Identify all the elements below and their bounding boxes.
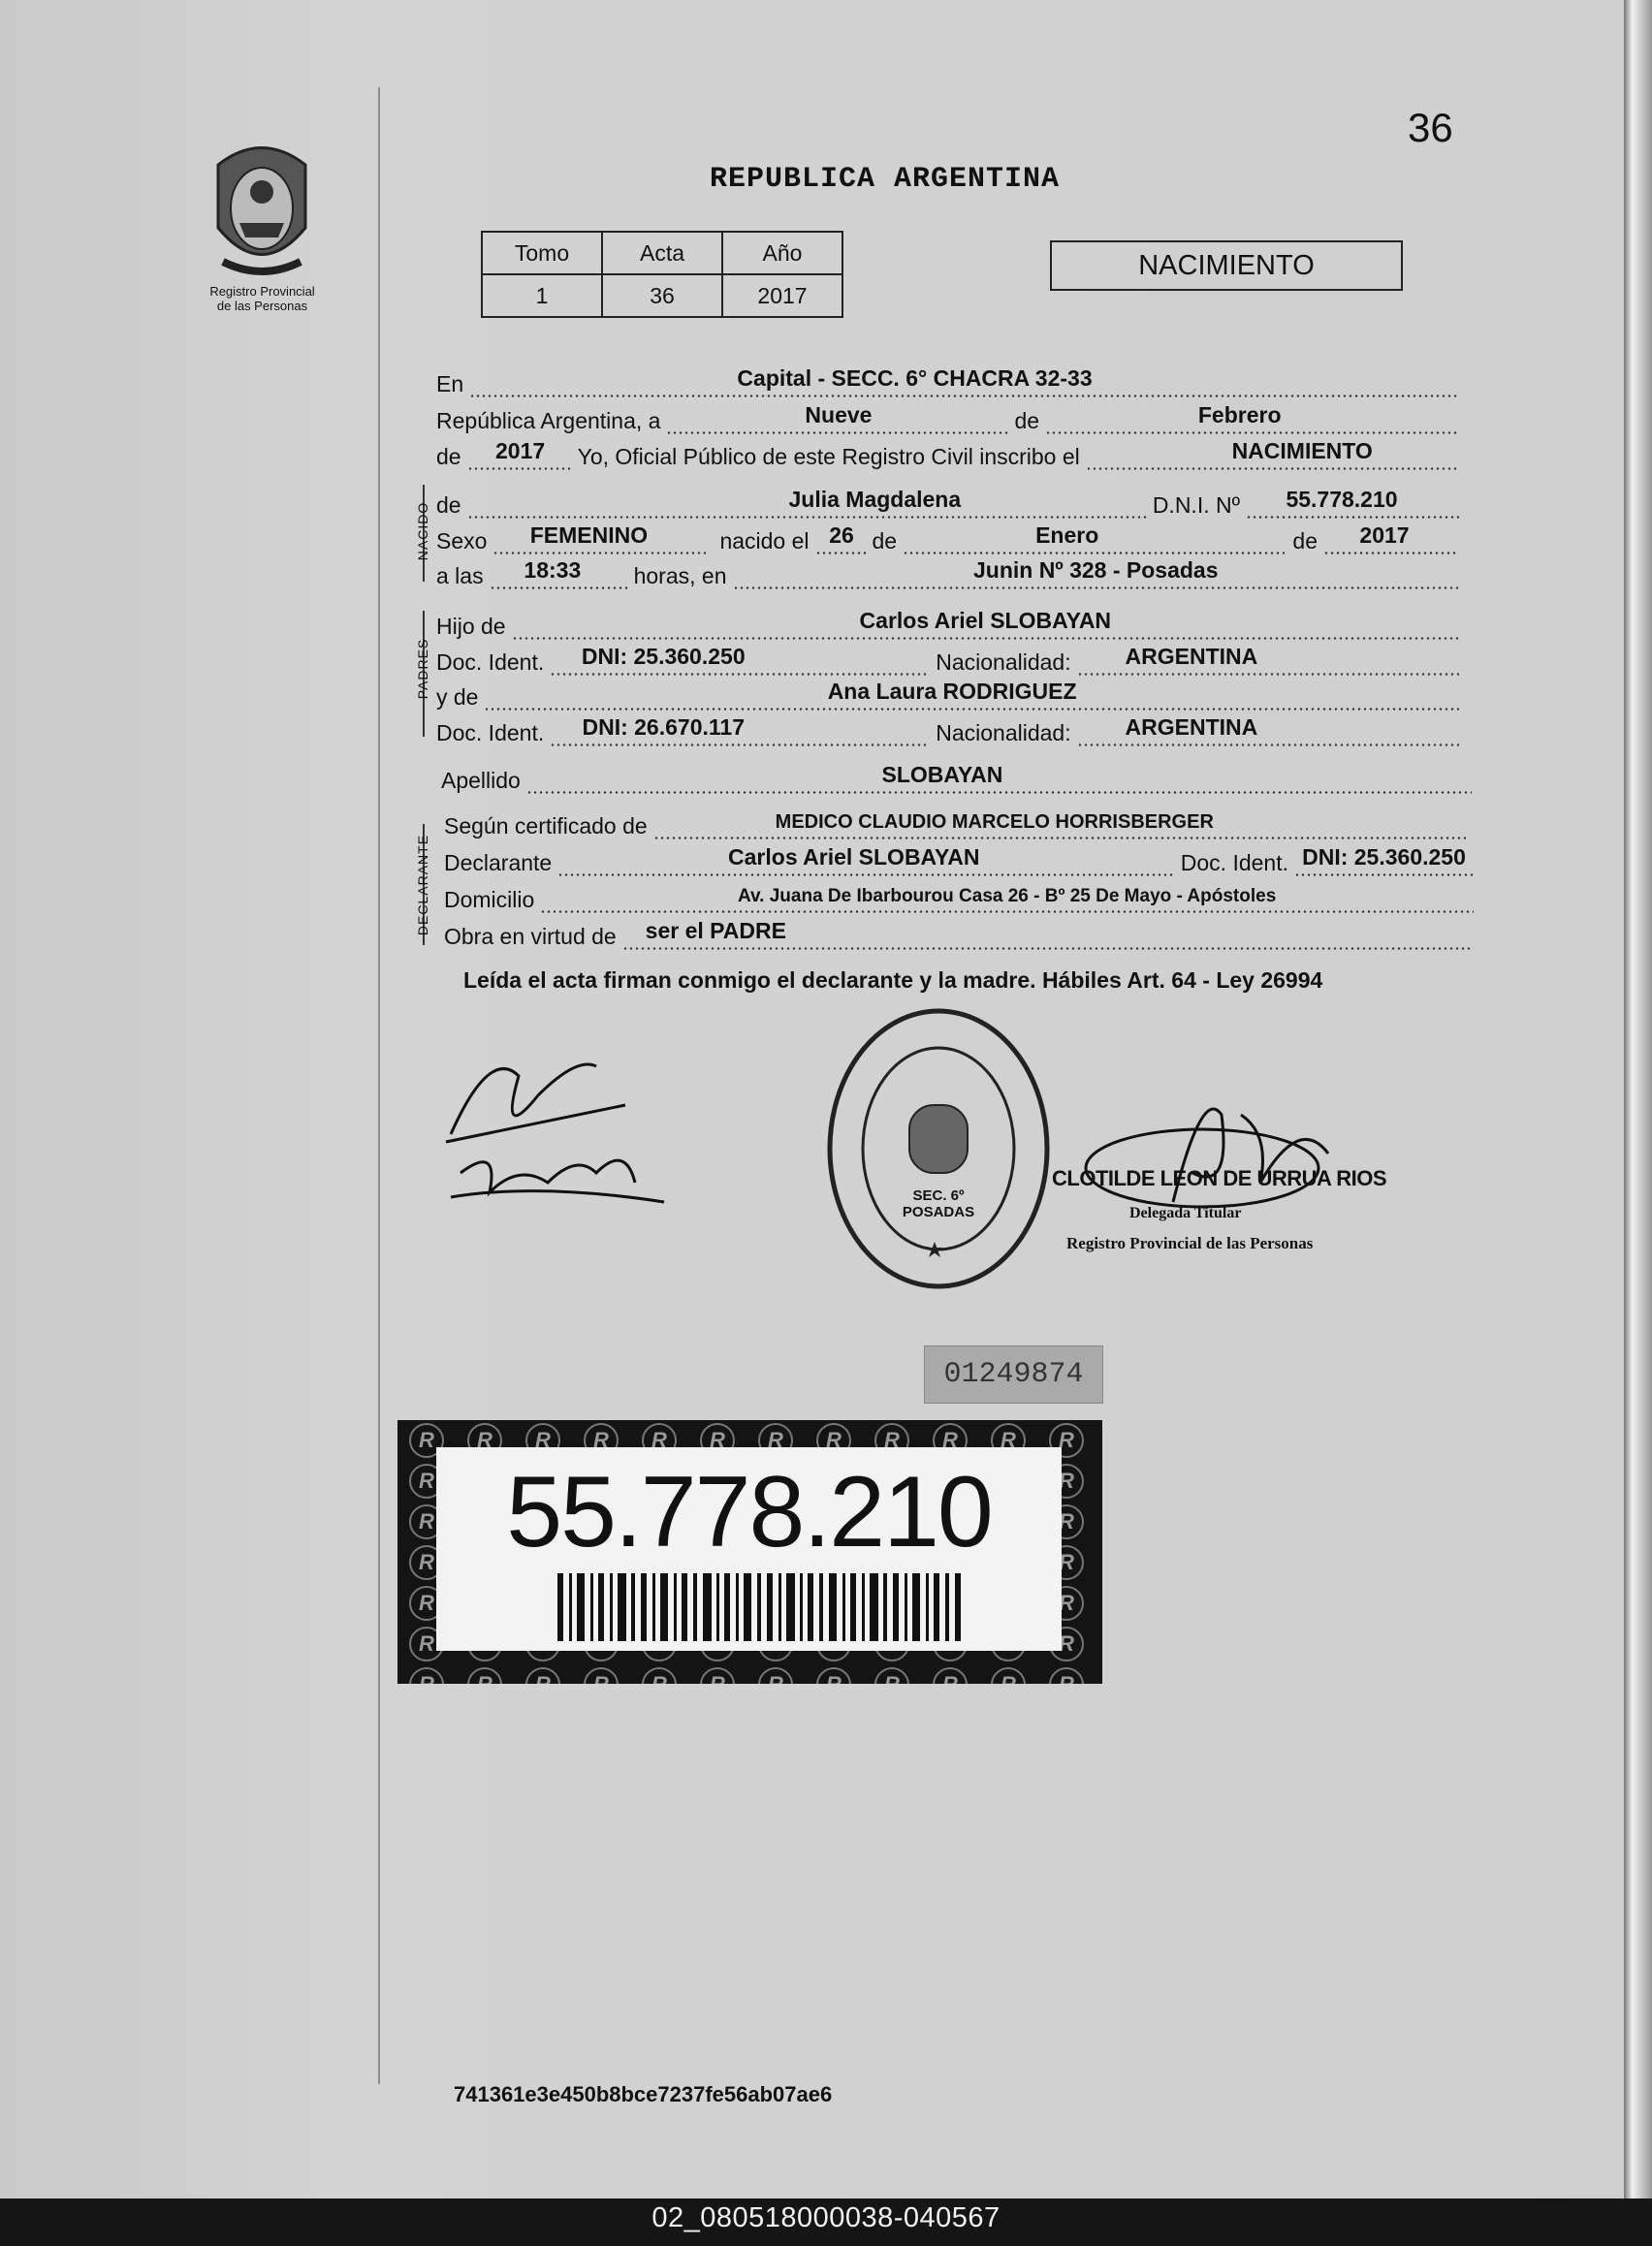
official-role: Delegada Titular <box>1129 1205 1242 1221</box>
barcode-sticker <box>397 1420 1102 1684</box>
value-padre: Carlos Ariel SLOBAYAN <box>859 608 1112 633</box>
logo-caption <box>173 284 352 313</box>
label-declarante: Declarante <box>444 850 553 875</box>
document-title: REPUBLICA ARGENTINA <box>710 163 1061 196</box>
row-sexo <box>436 522 1459 554</box>
value-anio: 2017 <box>495 438 546 463</box>
value-dni: 55.778.210 <box>1286 487 1398 512</box>
serial-tag <box>924 1345 1103 1404</box>
value-sexo: FEMENINO <box>529 522 649 548</box>
row-declarante <box>444 844 1474 876</box>
row-obra <box>444 918 1474 950</box>
label-nac-padre: Nacionalidad: <box>936 649 1071 675</box>
label-en: En <box>436 371 464 396</box>
barcode-label <box>436 1447 1062 1651</box>
barcode-icon <box>557 1573 965 1641</box>
label-obra: Obra en virtud de <box>444 924 617 949</box>
side-label-padres: PADRES <box>415 638 430 700</box>
row-padre-doc <box>436 644 1459 676</box>
value-nac-anio: 2017 <box>1359 522 1410 548</box>
document-hash: 741361e3e450b8bce7237fe56ab07ae6 <box>454 2082 833 2106</box>
label-doc-padre: Doc. Ident. <box>436 649 545 675</box>
label-segun: Según certificado de <box>444 813 648 838</box>
side-label-nacido: NACIDO <box>415 501 430 561</box>
official-signature <box>1076 1076 1377 1221</box>
closing-statement: Leída el acta firman conmigo el declarante y la madre. Hábiles Art. 64 - Ley 26994 <box>463 967 1323 993</box>
official-stamp <box>822 1003 1055 1294</box>
label-de: de <box>1014 408 1040 433</box>
official-office: Registro Provincial de las Personas <box>1066 1234 1314 1252</box>
value-nac-mes: Enero <box>1035 522 1099 548</box>
row-nombre <box>436 487 1459 519</box>
label-de4: de <box>872 528 898 554</box>
row-domicilio <box>444 884 1474 913</box>
label-de3: de <box>436 492 461 518</box>
value-declarante: Carlos Ariel SLOBAYAN <box>728 844 980 870</box>
footer-id: 02_080518000038-040567 <box>651 2202 1001 2233</box>
label-domicilio: Domicilio <box>444 887 535 912</box>
value-acta: 36 <box>602 274 722 317</box>
header-tomo: Tomo <box>482 232 602 274</box>
value-anio: 2017 <box>722 274 842 317</box>
row-inscribo <box>436 438 1459 470</box>
row-en <box>436 365 1459 397</box>
value-nombre: Julia Magdalena <box>788 487 962 512</box>
label-apellido: Apellido <box>441 768 521 793</box>
record-type-box: NACIMIENTO <box>1050 240 1403 291</box>
province-seal-icon <box>199 136 325 281</box>
official-name: CLOTILDE LEON DE URRUA RIOS <box>1052 1166 1387 1190</box>
value-certificado: MEDICO CLAUDIO MARCELO HORRISBERGER <box>775 811 1214 833</box>
value-hora: 18:33 <box>524 557 582 583</box>
registry-table <box>481 231 843 318</box>
row-madre <box>436 681 1459 711</box>
label-nac-madre: Nacionalidad: <box>936 720 1071 745</box>
logo-caption-line2: de las Personas <box>216 299 308 313</box>
dni-big-number: 55.778.210 <box>506 1456 992 1568</box>
value-declarante-doc: DNI: 25.360.250 <box>1302 844 1466 870</box>
value-dia: Nueve <box>805 402 873 427</box>
margin-line <box>378 87 380 2084</box>
stamp-ring-text <box>822 1003 823 1004</box>
value-padre-doc: DNI: 25.360.250 <box>581 644 746 669</box>
row-certificado <box>444 810 1466 839</box>
value-inscribo: NACIMIENTO <box>1231 438 1373 463</box>
row-hora <box>436 557 1459 589</box>
value-tomo: 1 <box>482 274 602 317</box>
label-hijo: Hijo de <box>436 614 506 639</box>
declarant-signature <box>431 1028 703 1221</box>
label-dni: D.N.I. Nº <box>1152 492 1240 518</box>
value-domicilio: Av. Juana De Ibarbourou Casa 26 - Bº 25 De Mayo - Apóstoles <box>738 886 1277 906</box>
header-anio: Año <box>722 232 842 274</box>
label-doc-madre: Doc. Ident. <box>436 720 545 745</box>
value-mes: Febrero <box>1197 402 1282 427</box>
value-padre-nac: ARGENTINA <box>1125 644 1258 669</box>
label-sexo: Sexo <box>436 528 488 554</box>
label-horas: horas, en <box>633 563 727 588</box>
side-label-declarante: DECLARANTE <box>415 834 430 936</box>
value-madre-nac: ARGENTINA <box>1125 714 1258 740</box>
label-de5: de <box>1292 528 1318 554</box>
logo-caption-line1: Registro Provincial <box>209 284 315 299</box>
value-madre: Ana Laura RODRIGUEZ <box>827 679 1077 704</box>
value-nac-dia: 26 <box>829 522 854 548</box>
page-number: 36 <box>1408 105 1453 150</box>
value-apellido: SLOBAYAN <box>881 762 1003 787</box>
label-republica: República Argentina, a <box>436 408 661 433</box>
header-acta: Acta <box>602 232 722 274</box>
value-lugar-inscripcion: Capital - SECC. 6° CHACRA 32-33 <box>737 365 1093 391</box>
label-nacido: nacido el <box>719 528 810 554</box>
row-padre <box>436 608 1459 640</box>
label-declarante-doc: Doc. Ident. <box>1180 850 1288 875</box>
row-fecha <box>436 402 1459 434</box>
value-madre-doc: DNI: 26.670.117 <box>582 714 745 740</box>
value-obra: ser el PADRE <box>645 918 786 943</box>
label-inscribo: Yo, Oficial Público de este Registro Civil inscribo el <box>577 444 1080 469</box>
row-madre-doc <box>436 714 1459 746</box>
value-lugar-nacimiento: Junin Nº 328 - Posadas <box>972 557 1219 583</box>
row-apellido <box>441 762 1472 794</box>
label-alas: a las <box>436 563 484 588</box>
serial-number: 01249874 <box>943 1358 1084 1391</box>
label-yde: y de <box>436 684 479 710</box>
page-edge <box>1624 0 1652 2199</box>
label-de2: de <box>436 444 461 469</box>
stamp-inner-text: SEC. 6º POSADAS <box>902 1187 975 1220</box>
